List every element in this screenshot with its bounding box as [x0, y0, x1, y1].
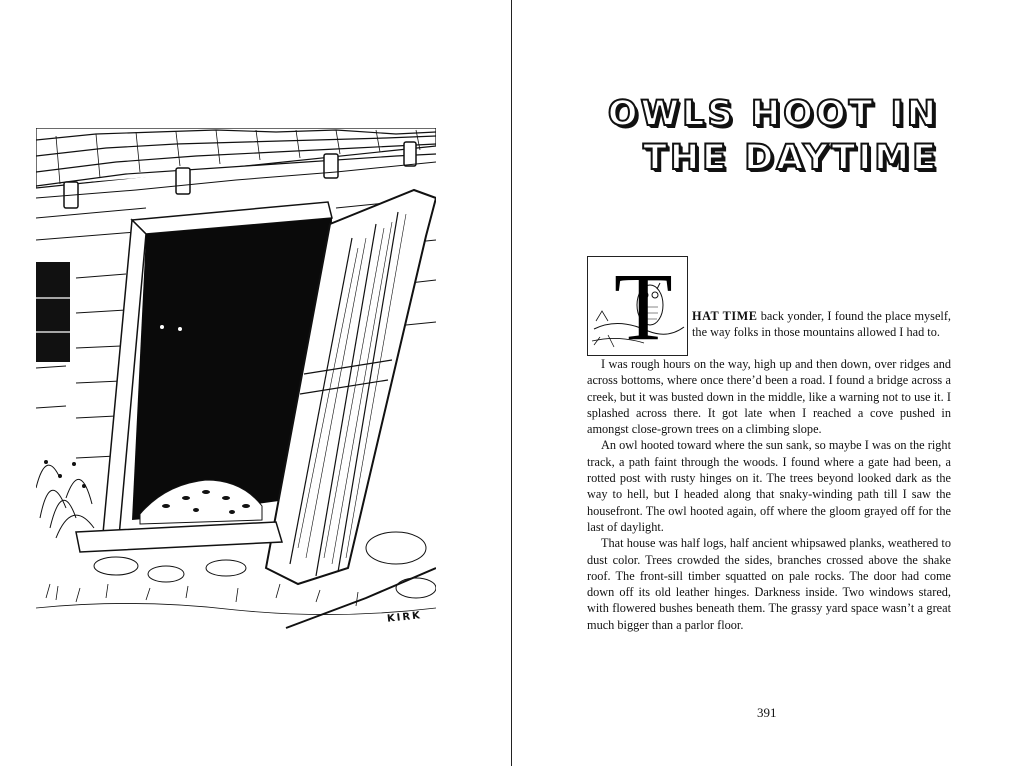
drop-cap-letter: T [614, 253, 673, 360]
paragraph-4: That house was half logs, half ancient whipsawed planks, weathered to dust color. Trees crowded the sides, branches crossed above the shake roof. The front-sill timber squatted on pale rocks. The door had come down off its old leather hinges. Darkness inside. Two windows stared, with flowered bushes beneath them. The grassy yard space wasn’t a great much bigger than a parlor floor. [587, 536, 951, 632]
page-number: 391 [757, 705, 777, 720]
chapter-body [587, 253, 951, 633]
left-page [0, 0, 511, 766]
artist-signature: KIRK [386, 610, 423, 625]
drop-cap [587, 253, 688, 360]
cabin-doorway-illustration [36, 128, 436, 633]
right-page [512, 0, 1023, 766]
paragraph-3: An owl hooted toward where the sun sank, so maybe I was on the right track, a path faint through the woods. I found where a gate had been, a rotted post with rusty hinges on it. The trees beyond looked dark as the way to hell, but I headed along that snaky-winding path till I saw the housefront. The owl hooted again, off where the gloom grayed off for the last of daylight. [587, 438, 951, 534]
lead-in-text: HAT TIME [692, 309, 758, 323]
chapter-title-line-2: THE DAYTIME [642, 138, 939, 178]
paragraph-2: I was rough hours on the way, high up and then down, over ridges and across bottoms, where once there’d been a road. I found a bridge across a creek, but it was busted down in the middle, like a warning not to use it. I splashed across there. It got late when I reached a cove pushed in amongst close-grown trees on a climbing slope. [587, 357, 951, 437]
chapter-title-line-1: OWLS HOOT IN [607, 94, 939, 134]
paragraph-1-text: back yonder, I found the place myself, the way folks in those mountains allowed I had to. [692, 309, 951, 340]
chapter-title [608, 92, 939, 180]
